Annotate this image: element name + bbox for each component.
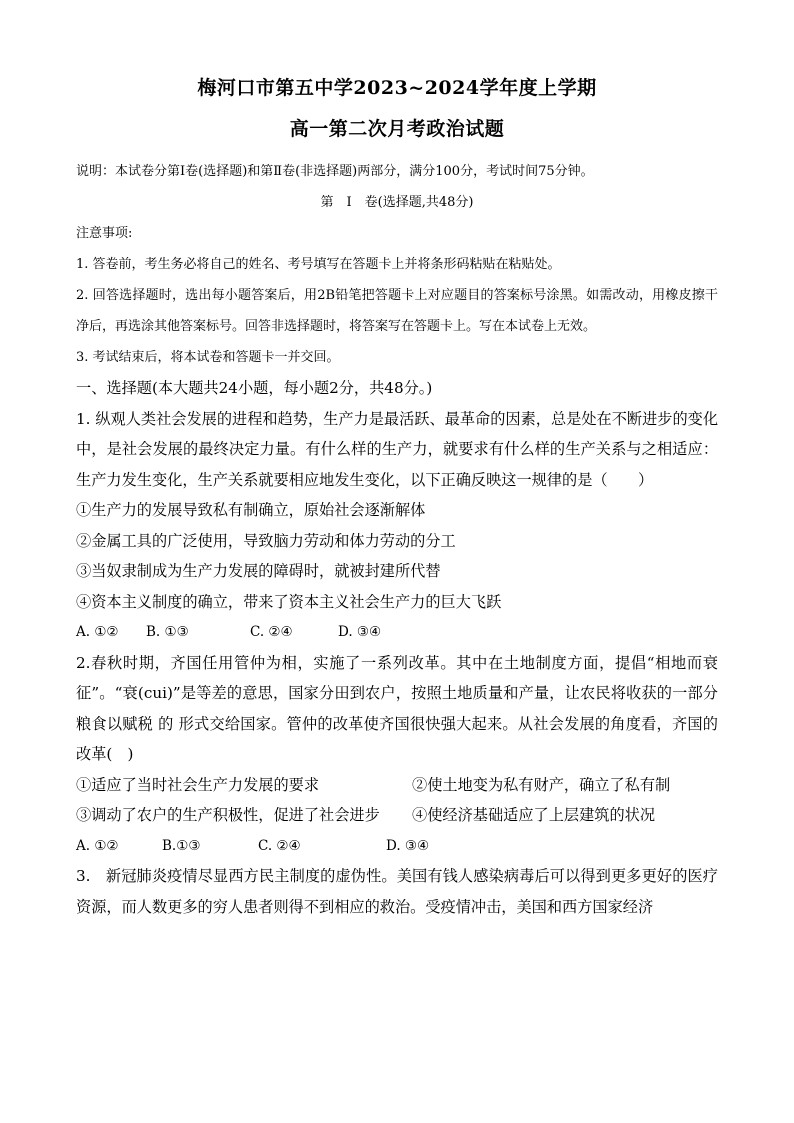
question-stem: 2.春秋时期，齐国任用管仲为相，实施了一系列改革。其中在土地制度方面，提倡“相地而衰征”。“衰(cui)”是等差的意思，国家分田到农户，按照土地质量和产量，让农民将收获的一部分粮食以赋税 的 形式交给国家。管仲的改革使齐国很快强大起来。从社会发展的角度看，齐国的改革( ): [76, 653, 718, 763]
answer-options: [76, 831, 718, 862]
attention-item: 2. 回答选择题时，选出每小题答案后，用2B铅笔把答题卡上对应题目的答案标号涂黑。如需改动，用橡皮擦干净后，再选涂其他答案标号。回答非选择题时，将答案写在答题卡上。写在本试卷上无效。: [76, 288, 718, 334]
question-statement: ④资本主义制度的确立，带来了资本主义社会生产力的巨大飞跃: [76, 592, 502, 611]
exam-title-line2: 高一第二次月考政治试题: [289, 118, 505, 140]
answer-options: [76, 617, 718, 648]
option-a: A. ①②: [76, 624, 119, 640]
statement-row: [76, 770, 718, 801]
exam-note: 说明：本试卷分第Ⅰ卷(选择题)和第Ⅱ卷(非选择题)两部分，满分100分，考试时间75分钟。: [76, 164, 594, 179]
question-statement: ①适应了当时社会生产力发展的要求: [76, 775, 319, 794]
option-a: A. ①②: [76, 837, 119, 854]
section-heading: 一、选择题(本大题共24小题，每小题2分，共48分。): [76, 379, 433, 397]
attention-heading: 注意事项:: [76, 226, 133, 241]
exam-body: [76, 156, 718, 922]
option-c: C. ②④: [258, 837, 301, 854]
question-statement: ①生产力的发展导致私有制确立，原始社会逐渐解体: [76, 501, 426, 519]
option-b: B. ①③: [146, 624, 189, 640]
question-stem: 1. 纵观人类社会发展的进程和趋势，生产力是最活跃、最革命的因素，总是处在不断进步的变化中，是社会发展的最终决定力量。有什么样的生产力，就要求有什么样的生产关系与之相适应：生产力发生变化，生产关系就要相应地发生变化，以下正确反映这一规律的是（ ）: [76, 409, 719, 489]
part-title: 第 Ⅰ 卷(选择题,共48分): [320, 195, 474, 210]
option-b: B.①③: [162, 837, 201, 854]
option-d: D. ③④: [386, 837, 430, 854]
question-statement: ③当奴隶制成为生产力发展的障碍时，就被封建所代替: [76, 562, 441, 580]
question-statement: ②金属工具的广泛使用，导致脑力劳动和体力劳动的分工: [76, 531, 456, 550]
option-c: C. ②④: [250, 624, 293, 640]
question-statement: ④使经济基础适应了上层建筑的状况: [412, 806, 655, 824]
question-statement: ③调动了农户的生产积极性，促进了社会进步: [76, 806, 380, 824]
exam-title-line1: 梅河口市第五中学2023~2024学年度上学期: [197, 77, 597, 99]
question-stem: 3. 新冠肺炎疫情尽显西方民主制度的虚伪性。美国有钱人感染病毒后可以得到更多更好的医疗资源，而人数更多的穷人患者则得不到相应的救治。受疫情冲击，美国和西方国家经济: [76, 867, 718, 916]
attention-item: 1. 答卷前，考生务必将自己的姓名、考号填写在答题卡上并将条形码粘贴在粘贴处。: [76, 257, 561, 272]
statement-row: [76, 800, 718, 831]
option-d: D. ③④: [338, 624, 382, 640]
attention-item: 3. 考试结束后，将本试卷和答题卡一并交回。: [76, 350, 340, 365]
question-statement: ②使土地变为私有财产，确立了私有制: [412, 775, 671, 794]
